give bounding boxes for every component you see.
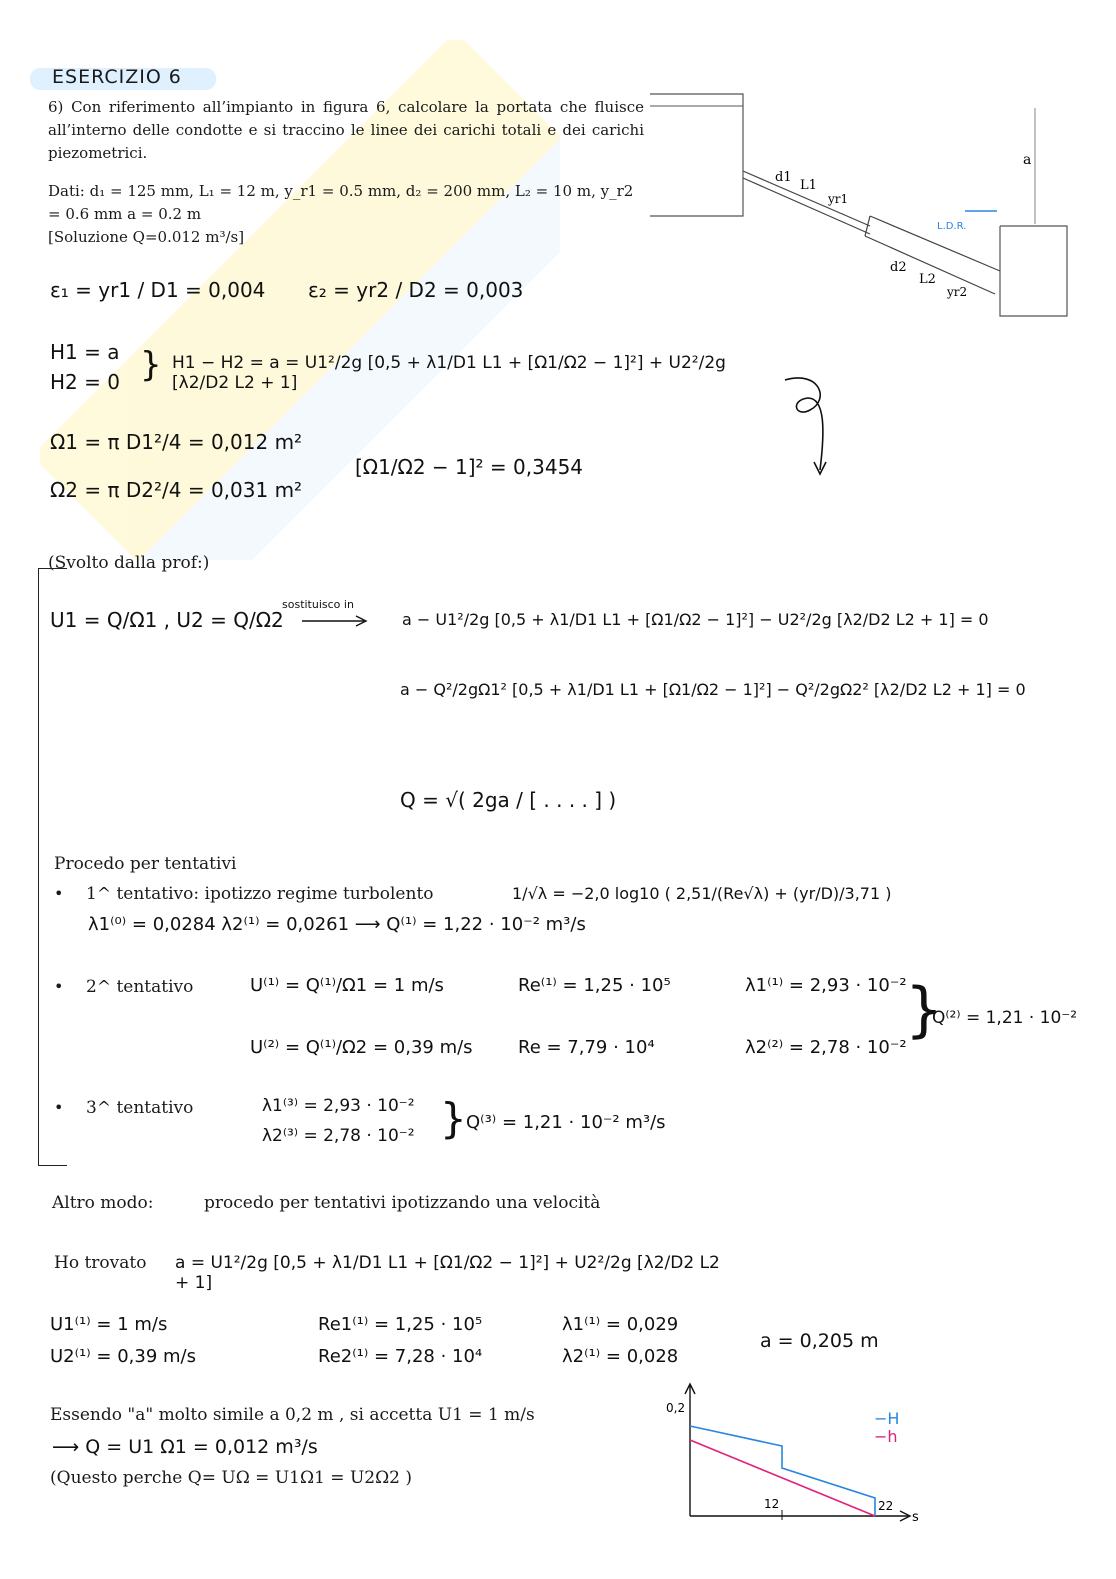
fig-yr2-label: yr2	[947, 285, 968, 299]
h2-eq: H2 = 0	[50, 370, 120, 394]
exercise-title: ESERCIZIO 6	[52, 66, 182, 88]
ratio-eq: [Ω1/Ω2 − 1]² = 0,3454	[355, 455, 584, 479]
problem-solution: [Soluzione Q=0.012 m³/s]	[48, 228, 245, 246]
h1-eq: H1 = a	[50, 340, 120, 364]
problem-statement: 6) Con riferimento all’impianto in figura 6, calcolare la portata che fluisce all’interno delle condotte e si traccino le linee dei carichi totali e dei carichi piezometrici.	[48, 98, 644, 162]
arrow-right-icon	[300, 614, 370, 628]
procedo-label: Procedo per tentativi	[54, 854, 237, 874]
t3-q: Q⁽³⁾ = 1,21 · 10⁻² m³/s	[466, 1112, 666, 1133]
graph-legend-hp: −h	[874, 1427, 898, 1446]
u-definitions: U1 = Q/Ω1 , U2 = Q/Ω2	[50, 608, 284, 632]
ho-trovato-label: Ho trovato	[54, 1253, 147, 1273]
altro-modo-label: Altro modo:	[52, 1193, 154, 1213]
substituted-eq-1: a − U1²/2g [0,5 + λ1/D1 L1 + [Ω1/Ω2 − 1]²] − U2²/2g [λ2/D2 L2 + 1] = 0	[402, 610, 989, 629]
energy-equation: H1 − H2 = a = U1²/2g [0,5 + λ1/D1 L1 + [Ω1/Ω2 − 1]²] + U2²/2g [λ2/D2 L2 + 1]	[172, 353, 726, 393]
brace: }	[140, 345, 162, 385]
t2-lambda1: λ1⁽¹⁾ = 2,93 · 10⁻²	[745, 975, 907, 996]
eps1-eq: ε₁ = yr1 / D1 = 0,004	[50, 278, 266, 302]
lambda1-value: λ1⁽¹⁾ = 0,029	[562, 1314, 679, 1335]
eps2-eq: ε₂ = yr2 / D2 = 0,003	[308, 278, 524, 302]
altro-modo-text: procedo per tentativi ipotizzando una velocità	[204, 1193, 601, 1213]
tentativo-1-values: λ1⁽⁰⁾ = 0,0284 λ2⁽¹⁾ = 0,0261 ⟶ Q⁽¹⁾ = 1,22 · 10⁻² m³/s	[88, 914, 586, 935]
t2-u1: U⁽¹⁾ = Q⁽¹⁾/Ω1 = 1 m/s	[250, 975, 444, 996]
curly-arrow-icon	[780, 370, 840, 480]
plant-figure	[645, 86, 1075, 326]
a-value: a = 0,205 m	[760, 1330, 879, 1352]
graph-y-tick: 0,2	[666, 1401, 686, 1415]
omega2-eq: Ω2 = π D2²/4 = 0,031 m²	[50, 478, 303, 502]
graph-legend-h: −H	[874, 1409, 900, 1428]
fig-d1-label: d1	[775, 170, 792, 185]
t2-brace: }	[905, 975, 944, 1045]
ho-trovato-eq: a = U1²/2g [0,5 + λ1/D1 L1 + [Ω1/Ω2 − 1]²] + U2²/2g [λ2/D2 L2 + 1]	[175, 1253, 720, 1293]
tentativo-3-label: 3^ tentativo	[86, 1098, 194, 1118]
fig-ldr-label: L.D.R.	[937, 221, 967, 232]
omega1-eq: Ω1 = π D1²/4 = 0,012 m²	[50, 430, 303, 454]
bullet-3: •	[54, 1098, 64, 1117]
graph-x-tick-12: 12	[764, 1497, 780, 1511]
graph-x-tick-22: 22	[878, 1499, 894, 1513]
fig-l2-label: L2	[919, 272, 936, 287]
tentativo-1-label: 1^ tentativo: ipotizzo regime turbolento	[86, 884, 434, 904]
fig-d2-label: d2	[890, 260, 907, 275]
lambda2-value: λ2⁽¹⁾ = 0,028	[562, 1346, 679, 1367]
bullet-2: •	[54, 977, 64, 996]
sostituisco-label: sostituisco in	[282, 598, 354, 611]
t2-re1: Re⁽¹⁾ = 1,25 · 10⁵	[518, 975, 671, 996]
tentativo-2-label: 2^ tentativo	[86, 977, 194, 997]
re1-value: Re1⁽¹⁾ = 1,25 · 10⁵	[318, 1314, 483, 1335]
problem-data-line: Dati: d₁ = 125 mm, L₁ = 12 m, y_r1 = 0.5 mm, d₂ = 200 mm, L₂ = 10 m, y_r2 = 0.6 mm a = 0.2 m	[48, 182, 634, 223]
t2-u2: U⁽²⁾ = Q⁽¹⁾/Ω2 = 0,39 m/s	[250, 1037, 473, 1058]
t3-brace: }	[440, 1094, 467, 1143]
t2-q: Q⁽²⁾ = 1,21 · 10⁻²	[932, 1008, 1078, 1028]
t2-lambda2: λ2⁽²⁾ = 2,78 · 10⁻²	[745, 1037, 907, 1058]
re2-value: Re2⁽¹⁾ = 7,28 · 10⁴	[318, 1346, 483, 1367]
essendo-text: Essendo "a" molto simile a 0,2 m , si accetta U1 = 1 m/s	[50, 1405, 535, 1425]
graph-x-axis-label: s	[912, 1510, 919, 1525]
u1-value: U1⁽¹⁾ = 1 m/s	[50, 1314, 168, 1335]
t3-lambda2: λ2⁽³⁾ = 2,78 · 10⁻²	[262, 1126, 415, 1146]
problem-data	[48, 180, 644, 249]
fig-a-label: a	[1023, 152, 1032, 168]
substituted-eq-2: a − Q²/2gΩ1² [0,5 + λ1/D1 L1 + [Ω1/Ω2 − 1]²] − Q²/2gΩ2² [λ2/D2 L2 + 1] = 0	[400, 680, 1026, 699]
questo-text: (Questo perche Q= UΩ = U1Ω1 = U2Ω2 )	[50, 1468, 413, 1488]
prof-label: (Svolto dalla prof:)	[48, 553, 210, 573]
q-solve-eq: Q = √( 2ga / [ . . . . ] )	[400, 788, 617, 812]
q-final: ⟶ Q = U1 Ω1 = 0,012 m³/s	[52, 1436, 318, 1458]
head-lines-graph	[660, 1378, 940, 1528]
fig-l1-label: L1	[800, 178, 817, 193]
u2-value: U2⁽¹⁾ = 0,39 m/s	[50, 1346, 196, 1367]
bullet-1: •	[54, 884, 64, 903]
t2-re2: Re = 7,79 · 10⁴	[518, 1037, 655, 1058]
fig-yr1-label: yr1	[828, 192, 849, 206]
colebrook-eq: 1/√λ = −2,0 log10 ( 2,51/(Re√λ) + (yr/D)/3,71 )	[512, 884, 892, 903]
t3-lambda1: λ1⁽³⁾ = 2,93 · 10⁻²	[262, 1096, 415, 1116]
